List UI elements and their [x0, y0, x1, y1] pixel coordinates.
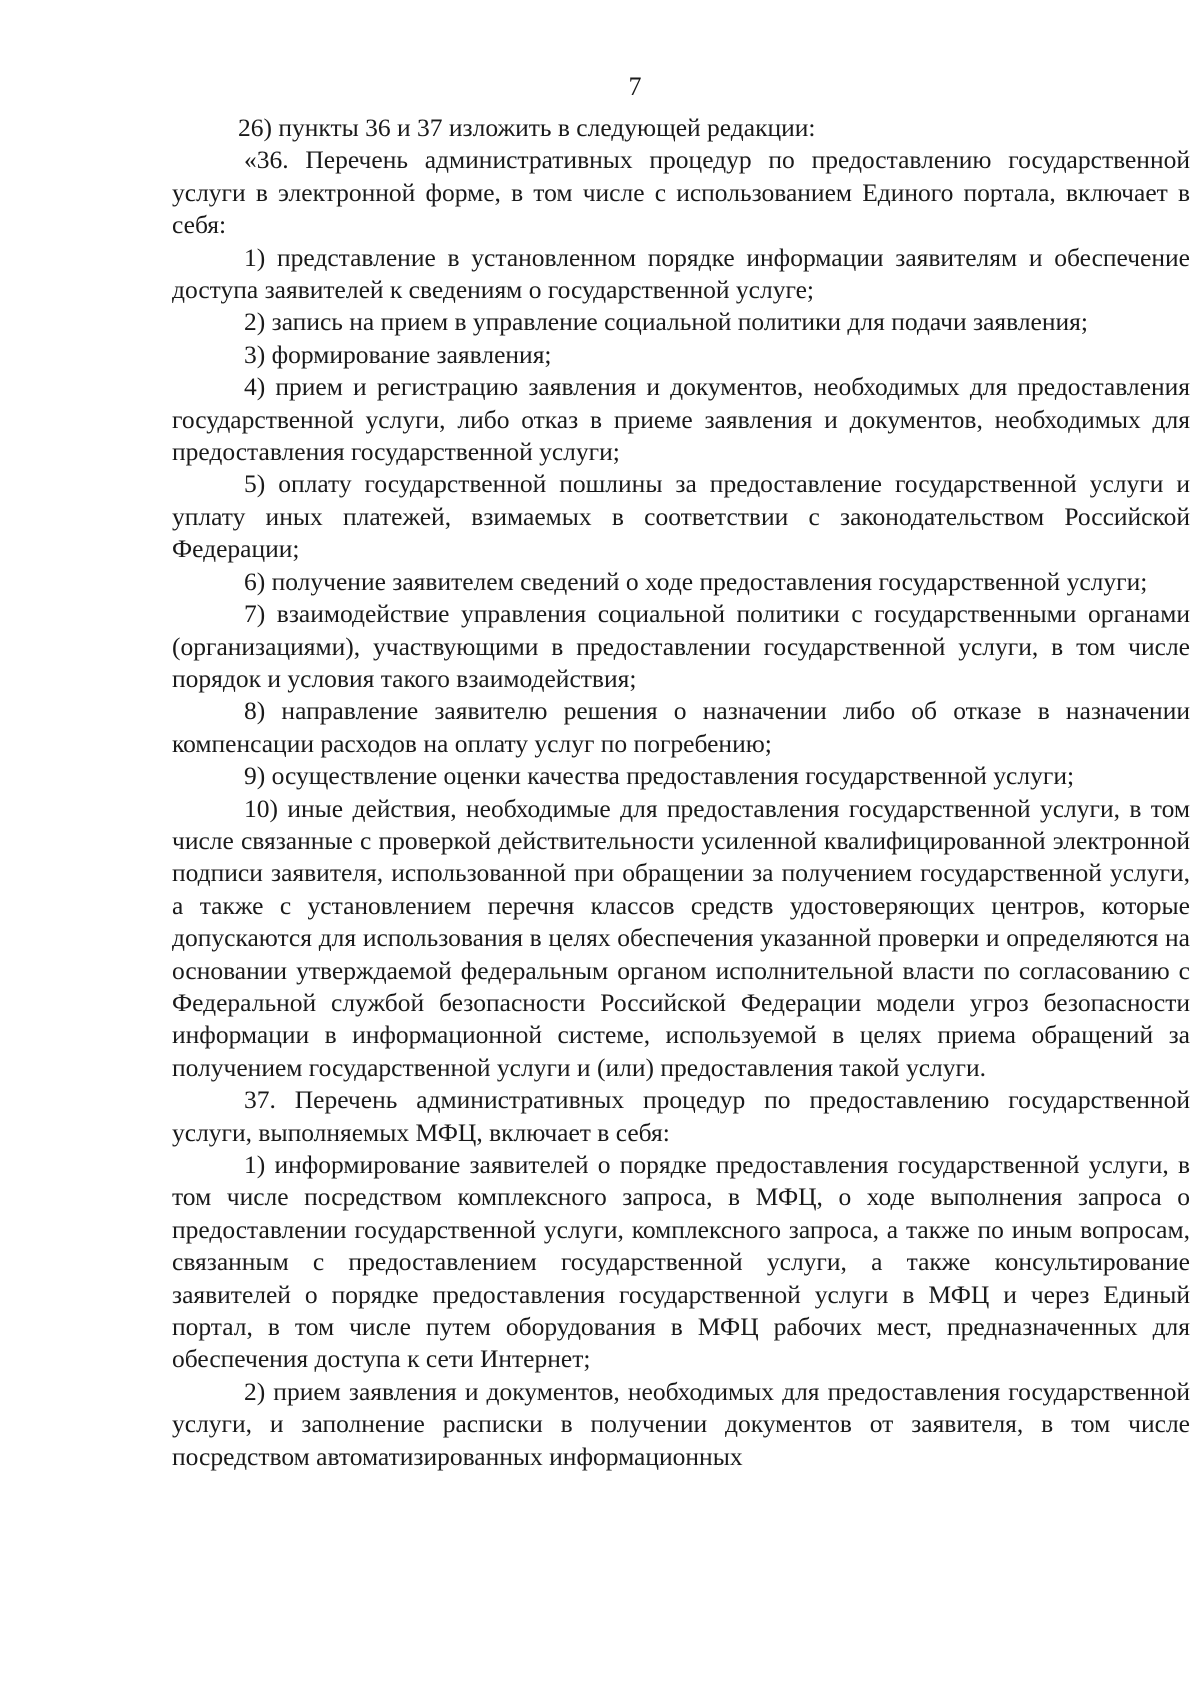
page-number: 7 — [628, 72, 642, 101]
paragraph-36-item-8: 8) направление заявителю решения о назначении либо об отказе в назначении компенсации расходов на оплату услуг по погребению; — [172, 696, 1190, 758]
paragraph-36-item-1: 1) представление в установленном порядке информации заявителям и обеспечение доступа заявителей к сведениям о государственной услуге; — [172, 242, 1190, 305]
paragraph-36-item-7: 7) взаимодействие управления социальной политики с государственными органами (организациями), участвующими в предоставлении государственной услуги, в том числе порядок и условия такого взаимодействия; — [172, 599, 1190, 693]
paragraph-36-item-3: 3) формирование заявления; — [244, 339, 552, 369]
paragraph-36-item-5: 5) оплату государственной пошлины за предоставление государственной услуги и уплату иных платежей, взимаемых в соответствии с законодательством Российской Федерации; — [172, 469, 1190, 564]
paragraph-36-item-9: 9) осуществление оценки качества предоставления государственной услуги; — [244, 761, 1075, 791]
paragraph-36-item-4: 4) прием и регистрацию заявления и документов, необходимых для предоставления государственной услуги, либо отказ в приеме заявления и документов, необходимых для предоставления государственной услуги; — [172, 372, 1190, 467]
paragraph-clause-37: 37. Перечень административных процедур по предоставлению государственной услуги, выполняемых МФЦ, включает в себя: — [172, 1085, 1190, 1147]
paragraph-36-item-2: 2) запись на прием в управление социальной политики для подачи заявления; — [244, 307, 1088, 337]
paragraph-amendment-26: 26) пункты 36 и 37 изложить в следующей редакции: — [238, 113, 816, 142]
paragraph-clause-36: «36. Перечень административных процедур по предоставлению государственной услуги в электронной форме, в том числе с использованием Единого портала, включает в себя: — [172, 145, 1190, 240]
paragraph-36-item-10: 10) иные действия, необходимые для предоставления государственной услуги, в том числе связанные с проверкой действительности усиленной квалифицированной электронной подписи заявителя, использованной при обращении за получением государственной услуги, а также с установлением перечня классов средств удостоверяющих центров, которые допускаются для использования в целях обеспечения указанной проверки и определяются на основании утверждаемой федеральным органом исполнительной власти по согласованию с Федеральной службой безопасности Российской Федерации модели угроз безопасности информации в информационной системе, используемой в целях приема обращений за получением государственной услуги и (или) предоставления такой услуги. — [172, 793, 1190, 1082]
paragraph-37-item-2: 2) прием заявления и документов, необходимых для предоставления государственной услуги, и заполнение расписки в получении документов от заявителя, в том числе посредством автоматизированных информационных — [172, 1376, 1190, 1471]
paragraph-37-item-1: 1) информирование заявителей о порядке предоставления государственной услуги, в том числе посредством комплексного запроса, в МФЦ, о ходе выполнения запроса о предоставлении государственной услуги, комплексного запроса, а также по иным вопросам, связанным с предоставлением государственной услуги, а также консультирование заявителей о порядке предоставления государственной услуги в МФЦ и через Единый портал, в том числе путем оборудования в МФЦ рабочих мест, предназначенных для обеспечения доступа к сети Интернет; — [172, 1150, 1190, 1374]
document-body — [172, 112, 1190, 1473]
paragraph-36-item-6: 6) получение заявителем сведений о ходе предоставления государственной услуги; — [244, 566, 1148, 596]
